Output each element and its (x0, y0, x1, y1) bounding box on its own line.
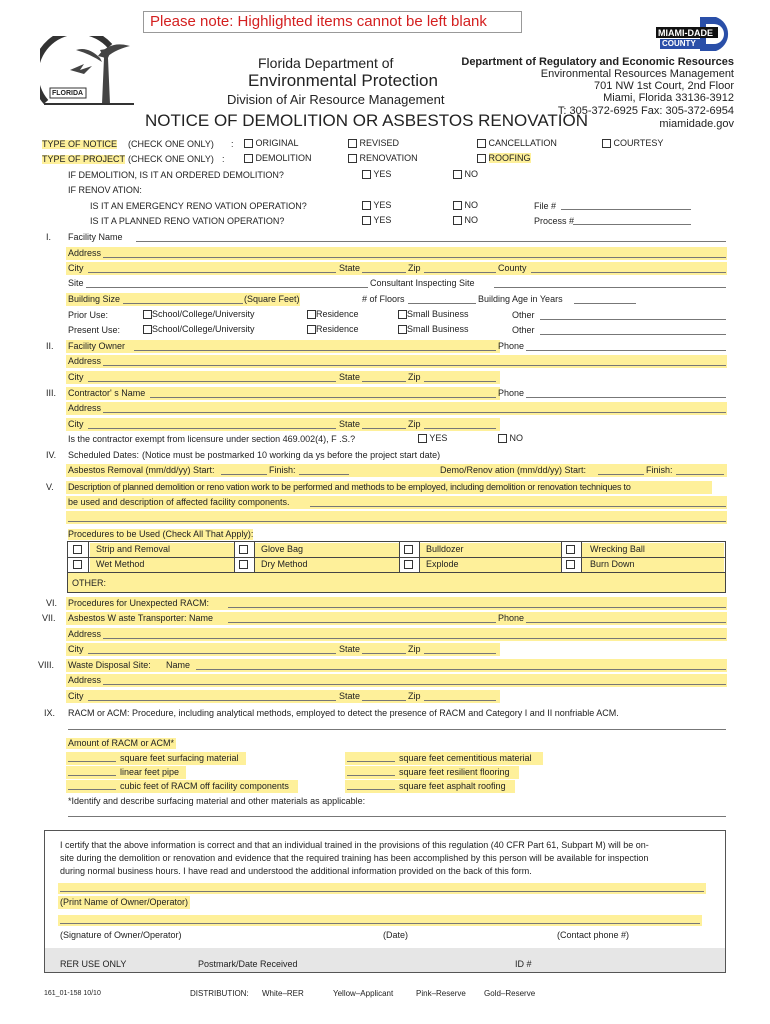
prior-use-other-input[interactable] (540, 319, 726, 320)
proc-strip-removal-label: Strip and Removal (90, 543, 234, 557)
demo-renovation-finish-input[interactable] (676, 474, 724, 475)
notice-courtesy[interactable] (602, 139, 663, 148)
file-number-input[interactable] (561, 209, 691, 210)
s3-city-label: City (68, 419, 84, 429)
s7-state-input[interactable] (362, 653, 406, 654)
asbestos-removal-label: Asbestos Removal (mm/dd/yy) Start: (68, 465, 215, 475)
section8-num: VIII. (38, 660, 55, 670)
present-use-school-label: School/College/University (152, 324, 255, 334)
site-label: Site (68, 278, 84, 288)
project-roofing[interactable] (477, 154, 531, 163)
process-number-input[interactable] (573, 224, 691, 225)
notice-banner-text: Please note: Highlighted items cannot be left blank (150, 13, 487, 30)
distribution-gold: Gold–Reserve (484, 989, 536, 998)
unexpected-racm-label: Procedures for Unexpected RACM: (68, 598, 210, 608)
renovation-question: IF RENOV ATION: (68, 185, 142, 195)
present-use-other-label: Other (512, 325, 535, 335)
demo-renovation-label: Demo/Renov ation (mm/dd/yy) Start: (440, 465, 587, 475)
planned-question: IS IT A PLANNED RENO VATION OPERATION? (90, 216, 285, 226)
s2-owner-row (66, 340, 500, 353)
demo-renovation-start-input[interactable] (598, 474, 644, 475)
proc-burn-down-label: Burn Down (582, 558, 724, 572)
emergency-no-label: NO (464, 200, 479, 210)
contact-label: (Contact phone #) (557, 930, 630, 940)
s8-state-input[interactable] (362, 700, 406, 701)
building-age-label: Building Age in Years (478, 294, 563, 304)
s2-state-label: State (339, 372, 361, 382)
proc-explode-label: Explode (420, 558, 561, 572)
distribution-pink: Pink–Reserve (416, 989, 466, 998)
certification-text2: site during the demolition or renovation and evidence that the required training has been accomplished by this person will be available for inspection (60, 853, 649, 863)
notice-revised-label: REVISED (359, 138, 400, 148)
ordered-demo-question: IF DEMOLITION, IS IT AN ORDERED DEMOLITION? (68, 170, 284, 180)
project-renovation[interactable] (348, 154, 418, 163)
miami-dade-badge-top: MIAMI-DADE (658, 28, 713, 38)
project-type-colon: : (222, 154, 225, 164)
proc-strip-removal-checkbox[interactable] (73, 545, 82, 554)
roofing-label: square feet asphalt roofing (399, 781, 506, 791)
id-label: ID # (515, 959, 532, 969)
s7-state-label: State (339, 644, 361, 654)
ordered-demo-yes[interactable] (362, 170, 391, 179)
facility-name-label: Facility Name (68, 232, 123, 242)
fdep-name: Environmental Protection (248, 71, 438, 90)
certification-text1: I certify that the above information is correct and that an individual trained in the provisions of this regulation (40 CFR Part 61, Subpart M) will be on- (60, 840, 649, 850)
s7-phone-input[interactable] (526, 622, 726, 623)
exempt-no[interactable] (498, 434, 523, 443)
s8-zip-input[interactable] (424, 700, 496, 701)
fdep-seal-logo (40, 36, 135, 108)
s3-state-label: State (339, 419, 361, 429)
facility-name-input[interactable] (136, 241, 726, 242)
s8-city-input[interactable] (88, 700, 336, 701)
s8-address-label: Address (68, 675, 102, 685)
s1-state-input[interactable] (362, 272, 406, 273)
der-address1: 701 NW 1st Court, 2nd Floor (593, 80, 734, 92)
s7-city-label: City (68, 644, 84, 654)
racm-acm-label: RACM or ACM: Procedure, including analytical methods, employed to detect the presence of RACM and Category I and II nonfriable ACM. (68, 708, 619, 718)
s2-phone-label: Phone (498, 341, 525, 351)
der-address2: Miami, Florida 33136-3912 (603, 92, 734, 104)
section5-num: V. (46, 482, 54, 492)
s8-address-input[interactable] (103, 684, 726, 685)
emergency-yes-label: YES (373, 200, 392, 210)
asbestos-removal-start-input[interactable] (221, 474, 267, 475)
prior-use-label: Prior Use: (68, 310, 109, 320)
s1-address-row (66, 247, 727, 260)
s1-zip-input[interactable] (424, 272, 496, 273)
project-type-label: TYPE OF PROJECT (42, 154, 126, 164)
section6-num: VI. (46, 598, 58, 608)
emergency-question: IS IT AN EMERGENCY RENO VATION OPERATION? (90, 201, 307, 211)
s1-zip-label: Zip (408, 263, 421, 273)
ordered-demo-yes-label: YES (373, 169, 392, 179)
s3-address-input[interactable] (103, 412, 726, 413)
facility-owner-input[interactable] (134, 350, 496, 351)
s1-city-input[interactable] (88, 272, 336, 273)
notice-courtesy-label: COURTESY (613, 138, 664, 148)
ordered-demo-no-label: NO (464, 169, 479, 179)
print-name-label: (Print Name of Owner/Operator) (60, 897, 189, 907)
s1-address-label: Address (68, 248, 102, 258)
procedures-other-label: OTHER: (72, 578, 107, 588)
s3-address-label: Address (68, 403, 102, 413)
exempt-no-label: NO (509, 433, 524, 443)
identify-input[interactable] (68, 816, 726, 817)
contractor-input[interactable] (150, 397, 496, 398)
fdep-division: Division of Air Resource Management (227, 92, 445, 107)
roofing-input[interactable] (347, 789, 395, 790)
notice-original[interactable] (244, 139, 299, 148)
rer-use-label: RER USE ONLY (60, 959, 127, 969)
s1-city-label: City (68, 263, 84, 273)
surfacing-input[interactable] (68, 761, 116, 762)
emergency-no[interactable] (453, 201, 478, 210)
s1-address-input[interactable] (103, 257, 726, 258)
date-label: (Date) (383, 930, 409, 940)
planned-no-label: NO (464, 215, 479, 225)
project-renovation-label: RENOVATION (359, 153, 418, 163)
seal-text: FLORIDA (52, 90, 84, 97)
certification-text3: during normal business hours. I have read and understood the additional information provided on the back of this form. (60, 866, 532, 876)
section4-num: IV. (46, 450, 57, 460)
s8-zip-label: Zip (408, 691, 421, 701)
racm-procedure-input[interactable] (68, 729, 726, 730)
s8-state-label: State (339, 691, 361, 701)
der-phone: T: 305-372-6925 Fax: 305-372-6954 (557, 105, 734, 117)
present-use-residence-label: Residence (316, 324, 359, 334)
notice-cancellation[interactable] (477, 139, 557, 148)
signature-row (58, 915, 702, 926)
proc-glove-bag-label: Glove Bag (255, 543, 399, 557)
facility-owner-label: Facility Owner (68, 341, 126, 351)
consultant-label: Consultant Inspecting Site (370, 278, 475, 288)
proc-wrecking-ball-checkbox[interactable] (566, 545, 575, 554)
signature-label: (Signature of Owner/Operator) (60, 930, 182, 940)
s1-state-label: State (339, 263, 361, 273)
notice-type-colon: : (231, 139, 234, 149)
transporter-name-input[interactable] (228, 622, 496, 623)
disposal-name-label: Name (166, 660, 191, 670)
notice-original-label: ORIGINAL (255, 138, 299, 148)
description-line2: be used and description of affected facility components. (68, 497, 290, 507)
floors-label: # of Floors (362, 294, 405, 304)
postmark-label: Postmark/Date Received (198, 959, 298, 969)
project-demolition[interactable] (244, 154, 312, 163)
planned-yes[interactable] (362, 216, 391, 225)
distribution-label: DISTRIBUTION: (190, 989, 249, 998)
distribution-white: White–RER (262, 989, 304, 998)
prior-use-small-business[interactable] (398, 310, 469, 319)
prior-use-other-label: Other (512, 310, 535, 320)
miami-dade-badge-bottom: COUNTY (662, 39, 696, 48)
building-size-label: Building Size (68, 294, 121, 304)
der-web: miamidade.gov (659, 118, 734, 130)
floors-input[interactable] (408, 303, 476, 304)
exempt-yes[interactable] (418, 434, 447, 443)
s5-desc-row3 (66, 511, 727, 524)
exempt-question: Is the contractor exempt from licensure under section 469.002(4), F .S.? (68, 434, 356, 444)
s3-city-row (66, 418, 500, 431)
s8-city-label: City (68, 691, 84, 701)
s2-state-input[interactable] (362, 381, 406, 382)
notice-cancellation-label: CANCELLATION (488, 138, 557, 148)
present-use-label: Present Use: (68, 325, 121, 335)
s2-zip-input[interactable] (424, 381, 496, 382)
racm-amount-label: Amount of RACM or ACM* (68, 738, 175, 748)
present-use-other-input[interactable] (540, 334, 726, 335)
procedures-other-input[interactable] (110, 576, 722, 590)
pipe-label: linear feet pipe (120, 767, 180, 777)
s1-county-input[interactable] (531, 272, 726, 273)
demo-renovation-finish-label: Finish: (646, 465, 673, 475)
identify-note: *Identify and describe surfacing material and other materials as applicable: (68, 796, 366, 806)
consultant-input[interactable] (494, 287, 726, 288)
notice-revised[interactable] (348, 139, 399, 148)
form-title: NOTICE OF DEMOLITION OR ASBESTOS RENOVATION (145, 111, 589, 130)
proc-bulldozer-label: Bulldozer (420, 543, 561, 557)
notice-type-hint: (CHECK ONE ONLY) (128, 139, 214, 149)
section2-num: II. (46, 341, 54, 351)
emergency-yes[interactable] (362, 201, 391, 210)
cementitious-input[interactable] (347, 761, 395, 762)
prior-use-small-business-label: Small Business (407, 309, 469, 319)
present-use-school[interactable] (143, 325, 255, 334)
s2-city-row (66, 371, 500, 384)
s2-zip-label: Zip (408, 372, 421, 382)
print-name-row (58, 883, 706, 894)
s2-phone-input[interactable] (526, 350, 726, 351)
s2-city-input[interactable] (88, 381, 336, 382)
procedures-label: Procedures to be Used (Check All That Apply): (68, 529, 254, 539)
pipe-input[interactable] (68, 775, 116, 776)
present-use-residence[interactable] (307, 325, 359, 334)
off-facility-input[interactable] (68, 789, 116, 790)
proc-glove-bag-checkbox[interactable] (239, 545, 248, 554)
planned-yes-label: YES (373, 215, 392, 225)
scheduled-dates-label: Scheduled Dates: (68, 450, 140, 460)
s7-address-label: Address (68, 629, 102, 639)
s3-address-row (66, 402, 727, 415)
s7-zip-label: Zip (408, 644, 421, 654)
s7-phone-label: Phone (498, 613, 525, 623)
scheduled-dates-note: (Notice must be postmarked 10 working da ys before the project start date) (142, 450, 441, 460)
off-facility-label: cubic feet of RACM off facility components (120, 781, 289, 791)
description-input-1[interactable] (310, 506, 726, 507)
print-name-input[interactable] (60, 891, 704, 892)
rer-use-strip (45, 948, 725, 972)
present-use-small-business-label: Small Business (407, 324, 469, 334)
building-age-input[interactable] (574, 303, 636, 304)
s7-zip-input[interactable] (424, 653, 496, 654)
s2-address-input[interactable] (103, 365, 726, 366)
prior-use-residence-label: Residence (316, 309, 359, 319)
section3-num: III. (46, 388, 57, 398)
s1-county-label: County (498, 263, 527, 273)
present-use-small-business[interactable] (398, 325, 469, 334)
building-size-input[interactable] (123, 303, 243, 304)
disposal-name-input[interactable] (196, 669, 726, 670)
surfacing-label: square feet surfacing material (120, 753, 239, 763)
description-input-2[interactable] (68, 521, 726, 522)
project-demolition-label: DEMOLITION (255, 153, 312, 163)
planned-no[interactable] (453, 216, 478, 225)
proc-dry-method-checkbox[interactable] (239, 560, 248, 569)
asbestos-removal-finish-input[interactable] (299, 474, 349, 475)
s3-zip-input[interactable] (424, 428, 496, 429)
cementitious-label: square feet cementitious material (399, 753, 532, 763)
prior-use-school[interactable] (143, 310, 255, 319)
proc-wrecking-ball-label: Wrecking Ball (582, 543, 724, 557)
s3-city-input[interactable] (88, 428, 336, 429)
transporter-label: Asbestos W aste Transporter: Name (68, 613, 214, 623)
fdep-dept: Florida Department of (258, 55, 394, 71)
s3-zip-label: Zip (408, 419, 421, 429)
prior-use-school-label: School/College/University (152, 309, 255, 319)
unexpected-racm-input[interactable] (228, 607, 726, 608)
s2-address-label: Address (68, 356, 102, 366)
s8-city-row (66, 690, 500, 703)
proc-wet-method-label: Wet Method (90, 558, 234, 572)
s7-city-row (66, 643, 500, 656)
prior-use-residence[interactable] (307, 310, 359, 319)
s2-city-label: City (68, 372, 84, 382)
form-number: 161_01-158 10/10 (44, 990, 101, 997)
s1-city-row (66, 262, 727, 275)
section9-num: IX. (44, 708, 56, 718)
proc-dry-method-label: Dry Method (255, 558, 399, 572)
description-line1: Description of planned demolition or reno vation work to be performed and methods to be employed, including demolition or renovation techniques to (68, 482, 631, 492)
project-roofing-label: ROOFING (488, 153, 531, 163)
der-name: Department of Regulatory and Economic Resources (461, 56, 734, 68)
section1-num: I. (46, 232, 52, 242)
proc-explode-checkbox[interactable] (404, 560, 413, 569)
s7-address-input[interactable] (103, 638, 726, 639)
s7-address-row (66, 628, 727, 641)
square-feet-label: (Square Feet) (244, 294, 300, 304)
signature-input[interactable] (60, 923, 700, 924)
process-number-label: Process # (534, 216, 575, 226)
ordered-demo-no[interactable] (453, 170, 478, 179)
s8-address-row (66, 674, 727, 687)
exempt-yes-label: YES (429, 433, 448, 443)
proc-bulldozer-checkbox[interactable] (404, 545, 413, 554)
disposal-site-label: Waste Disposal Site: (68, 660, 151, 670)
contractor-label: Contractor' s Name (68, 388, 146, 398)
asbestos-removal-finish-label: Finish: (269, 465, 296, 475)
s3-state-input[interactable] (362, 428, 406, 429)
file-number-label: File # (534, 201, 557, 211)
proc-burn-down-checkbox[interactable] (566, 560, 575, 569)
project-type-hint: (CHECK ONE ONLY) (128, 154, 214, 164)
flooring-input[interactable] (347, 775, 395, 776)
s2-address-row (66, 355, 727, 368)
distribution-yellow: Yellow–Applicant (333, 989, 394, 998)
section7-num: VII. (42, 613, 56, 623)
site-input[interactable] (86, 287, 368, 288)
s7-city-input[interactable] (88, 653, 336, 654)
proc-wet-method-checkbox[interactable] (73, 560, 82, 569)
der-unit: Environmental Resources Management (540, 68, 734, 80)
s3-phone-label: Phone (498, 388, 525, 398)
s3-phone-input[interactable] (526, 397, 726, 398)
flooring-label: square feet resilient flooring (399, 767, 510, 777)
notice-type-label: TYPE OF NOTICE (42, 139, 118, 149)
